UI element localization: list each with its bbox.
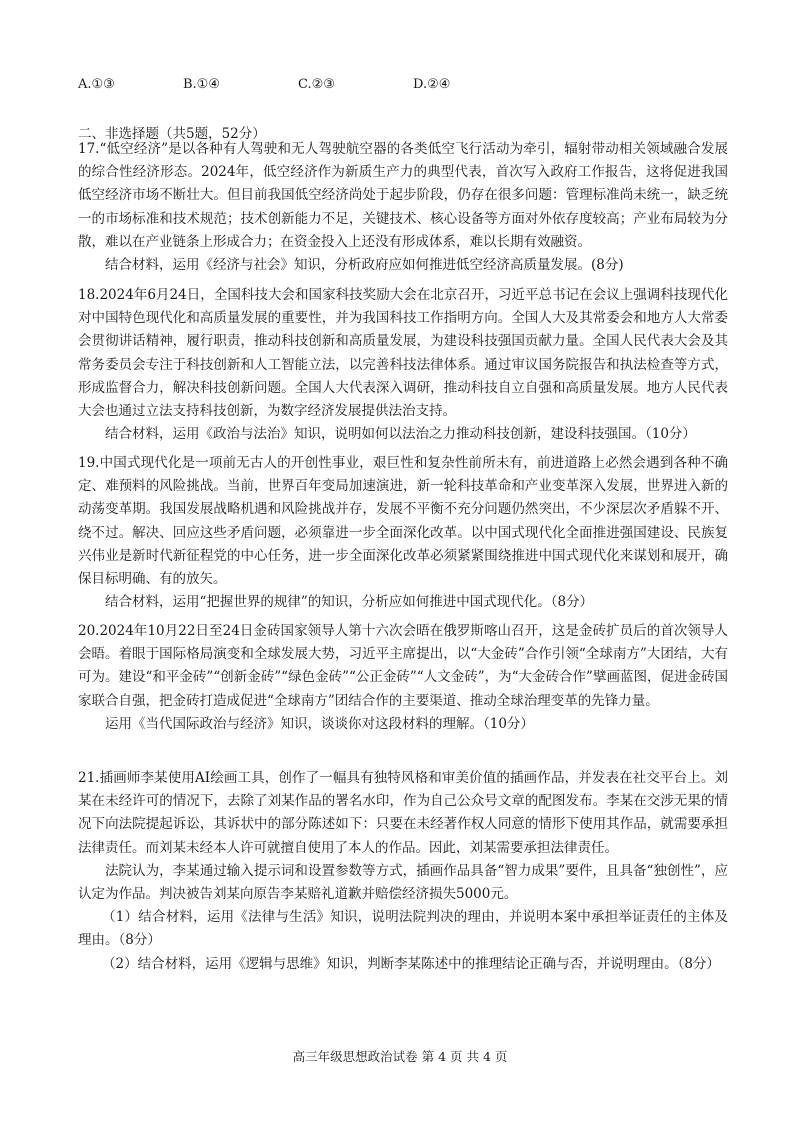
- q19-material: 19.中国式现代化是一项前无古人的开创性事业，艰巨性和复杂性前所未有，前进道路上必然会遇到各种不确定、难预料的风险挑战。当前，世界百年变局加速演进，新一轮科技革命和产业变革深入发展，世界进入新的动荡变革期。我国发展战略机遇和风险挑战并存，发展不平衡不充分问题仍然突出，不少深层次矛盾躲不开、绕不过。解决、回应这些矛盾问题，必须靠进一步全面深化改革。以中国式现代化全面推进强国建设、民族复兴伟业是新时代新征程党的中心任务，进一步全面深化改革必须紧紧围绕推进中国式现代化来谋划和展开，确保目标明确、有的放矢。: [78, 455, 728, 588]
- question-21: [78, 767, 728, 976]
- option-b: B.①④: [183, 77, 220, 92]
- q18-material: 18.2024年6月24日，全国科技大会和国家科技奖励大会在北京召开，习近平总书记在会议上强调科技现代化对中国特色现代化和高质量发展的重要性，并为我国科技工作指明方向。全国人大及其常委会和地方人大常委会贯彻讲话精神，履行职责，推动科技创新和高质量发展，为建设科技强国贡献力量。全国人民代表大会及其常务委员会专注于科技创新和人工智能立法，以完善科技法律体系。通过审议国务院报告和执法检查等方式，形成监督合力，解决科技创新问题。全国人大代表深入调研，推动科技自立自强和高质量发展。地方人民代表大会也通过立法支持科技创新，为数字经济发展提供法治支持。: [78, 287, 728, 420]
- q20-material: 20.2024年10月22日至24日金砖国家领导人第十六次会晤在俄罗斯喀山召开，这是金砖扩员后的首次领导人会晤。着眼于国际格局演变和全球发展大势，习近平主席提出，以“大金砖”合作引领“全球南方”大团结，大有可为。建设“和平金砖”“创新金砖”“绿色金砖”“公正金砖”“人文金砖”，为“大金砖合作”擘画蓝图，促进金砖国家联合自强，把金砖打造成促进“全球南方”团结合作的主要渠道、推动全球治理变革的先锋力量。: [78, 623, 728, 709]
- q21-material: 21.插画师李某使用AI绘画工具，创作了一幅具有独特风格和审美价值的插画作品，并发表在社交平台上。刘某在未经许可的情况下，去除了刘某作品的署名水印，作为自己公众号文章的配图发布。李某在交涉无果的情况下向法院提起诉讼，其诉状中的部分陈述如下：只要在未经著作权人同意的情形下使用其作品，就需要承担法律责任。而刘某未经本人许可就擅自使用了本人的作品。因此，刘某需要承担法律责任。: [78, 770, 728, 856]
- q17-task: 结合材料，运用《经济与社会》知识，分析政府应如何推进低空经济高质量发展。(8分): [105, 257, 624, 274]
- q21-subquestion-2: （2）结合材料，运用《逻辑与思维》知识，判断李某陈述中的推理结论正确与否，并说明理由。（8分）: [102, 955, 720, 972]
- option-d: D.②④: [413, 77, 451, 92]
- q17-material: 17.“低空经济”是以各种有人驾驶和无人驾驶航空器的各类低空飞行活动为牵引，辐射带动相关领域融合发展的综合性经济形态。2024年，低空经济作为新质生产力的典型代表，首次写入政府工作报告，这将促进我国低空经济市场不断壮大。但目前我国低空经济尚处于起步阶段，仍存在很多问题：管理标准尚未统一，缺乏统一的市场标准和技术规范；技术创新能力不足，关键技术、核心设备等方面对外依存度较高；产业布局较为分散，难以在产业链条上形成合力；在资金投入上还没有形成体系，难以长期有效融资。: [78, 141, 728, 250]
- q20-task: 运用《当代国际政治与经济》知识，谈谈你对这段材料的理解。（10分）: [105, 715, 534, 732]
- option-c: C.②③: [298, 77, 335, 92]
- page-footer: 高三年级思想政治试卷 第 4 页 共 4 页: [292, 1049, 508, 1064]
- q21-court-opinion: 法院认为，李某通过输入提示词和设置参数等方式，插画作品具备“智力成果”要件，且具备“独创性”，应认定为作品。判决被告刘某向原告李某赔礼道歉并赔偿经济损失5000元。: [78, 862, 728, 903]
- option-a: A.①③: [78, 77, 115, 92]
- question-20: [78, 620, 728, 736]
- q19-task: 结合材料，运用“把握世界的规律”的知识，分析应如何推进中国式现代化。（8分）: [105, 594, 594, 611]
- question-19: [78, 452, 728, 614]
- question-17: [78, 138, 728, 277]
- section-title: 二、非选择题（共5题，52分）: [78, 126, 266, 142]
- q18-task: 结合材料，运用《政治与法治》知识，说明如何以法治之力推动科技创新，建设科技强国。（10分）: [105, 426, 696, 443]
- q21-subquestion-1: （1）结合材料，运用《法律与生活》知识，说明法院判决的理由，并说明本案中承担举证责任的主体及理由。（8分）: [78, 909, 728, 949]
- question-18: [78, 284, 728, 446]
